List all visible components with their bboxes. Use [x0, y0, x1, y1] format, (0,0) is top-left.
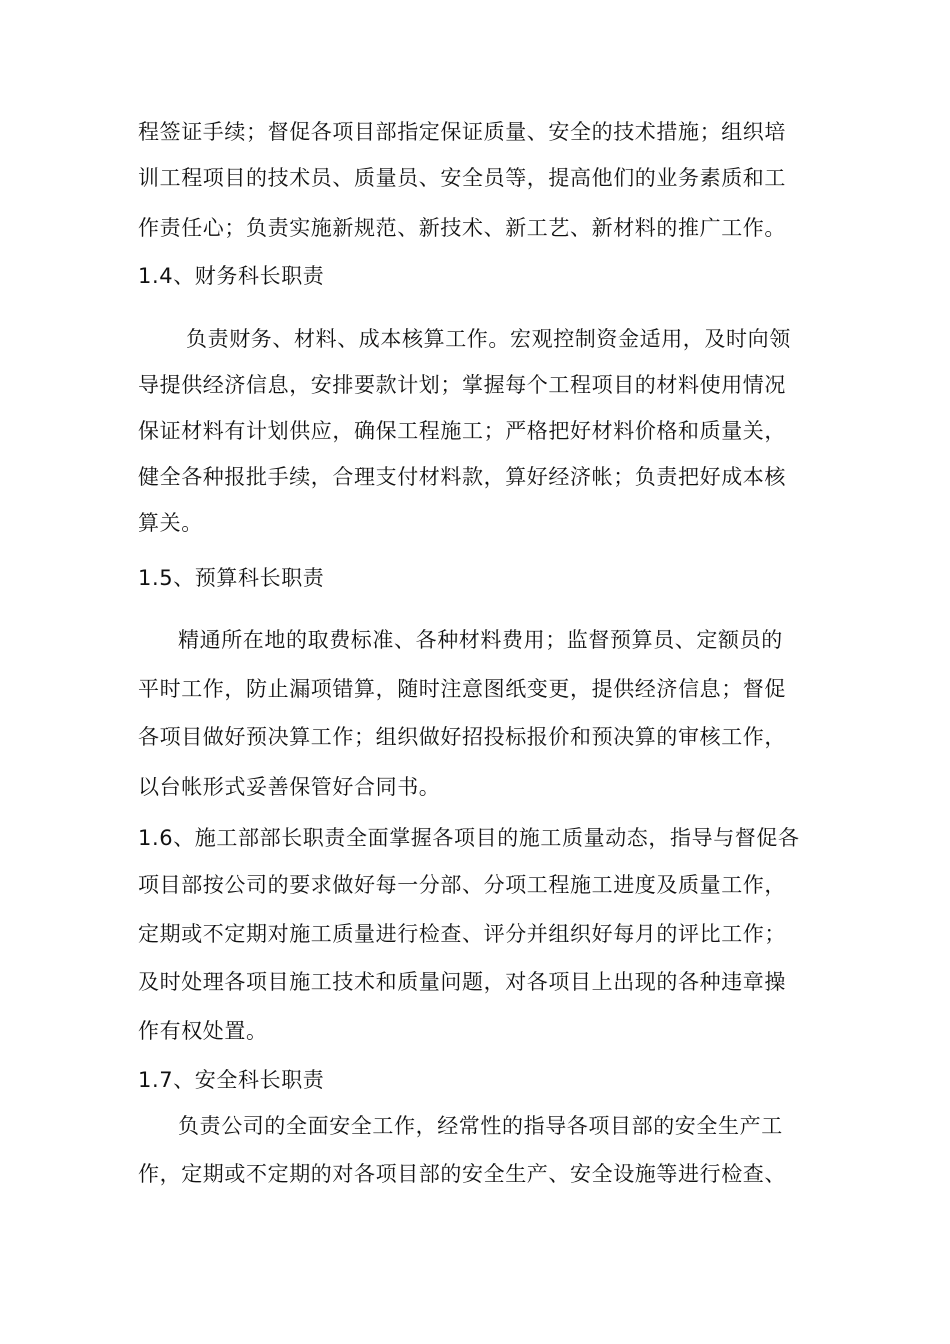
paragraph-line: 平时工作，防止漏项错算，随时注意图纸变更，提供经济信息；督促 [138, 677, 786, 701]
paragraph-line: 保证材料有计划供应，确保工程施工；严格把好材料价格和质量关， [138, 419, 786, 443]
paragraph-line: 各项目做好预决算工作；组织做好招投标报价和预决算的审核工作， [138, 725, 786, 749]
paragraph-line: 算关。 [138, 511, 203, 535]
paragraph-line: 健全各种报批手续，合理支付材料款，算好经济帐；负责把好成本核 [138, 465, 786, 489]
paragraph-line: 作责任心；负责实施新规范、新技术、新工艺、新材料的推广工作。 [138, 216, 786, 240]
paragraph-line: 以台帐形式妥善保管好合同书。 [138, 775, 441, 799]
paragraph-line: 项目部按公司的要求做好每一分部、分项工程施工进度及质量工作， [138, 873, 786, 897]
paragraph-line: 及时处理各项目施工技术和质量问题，对各项目上出现的各种违章操 [138, 970, 786, 994]
section-heading-1-4: 1.4、财务科长职责 [138, 264, 325, 288]
paragraph-line: 负责财务、材料、成本核算工作。宏观控制资金适用，及时向领 [186, 327, 791, 351]
paragraph-line: 负责公司的全面安全工作，经常性的指导各项目部的安全生产工 [178, 1114, 783, 1138]
paragraph-line: 作有权处置。 [138, 1019, 268, 1043]
paragraph-line: 程签证手续；督促各项目部指定保证质量、安全的技术措施；组织培 [138, 120, 786, 144]
section-1-6-line: 1.6、施工部部长职责全面掌握各项目的施工质量动态，指导与督促各 [138, 826, 800, 850]
paragraph-line: 作，定期或不定期的对各项目部的安全生产、安全设施等进行检查、 [138, 1162, 786, 1186]
section-heading-1-7: 1.7、安全科长职责 [138, 1068, 325, 1092]
paragraph-line: 导提供经济信息，安排要款计划；掌握每个工程项目的材料使用情况 [138, 373, 786, 397]
paragraph-line: 训工程项目的技术员、质量员、安全员等，提高他们的业务素质和工 [138, 166, 786, 190]
section-heading-1-5: 1.5、预算科长职责 [138, 566, 325, 590]
paragraph-line: 定期或不定期对施工质量进行检查、评分并组织好每月的评比工作； [138, 922, 786, 946]
paragraph-line: 精通所在地的取费标准、各种材料费用；监督预算员、定额员的 [178, 628, 783, 652]
